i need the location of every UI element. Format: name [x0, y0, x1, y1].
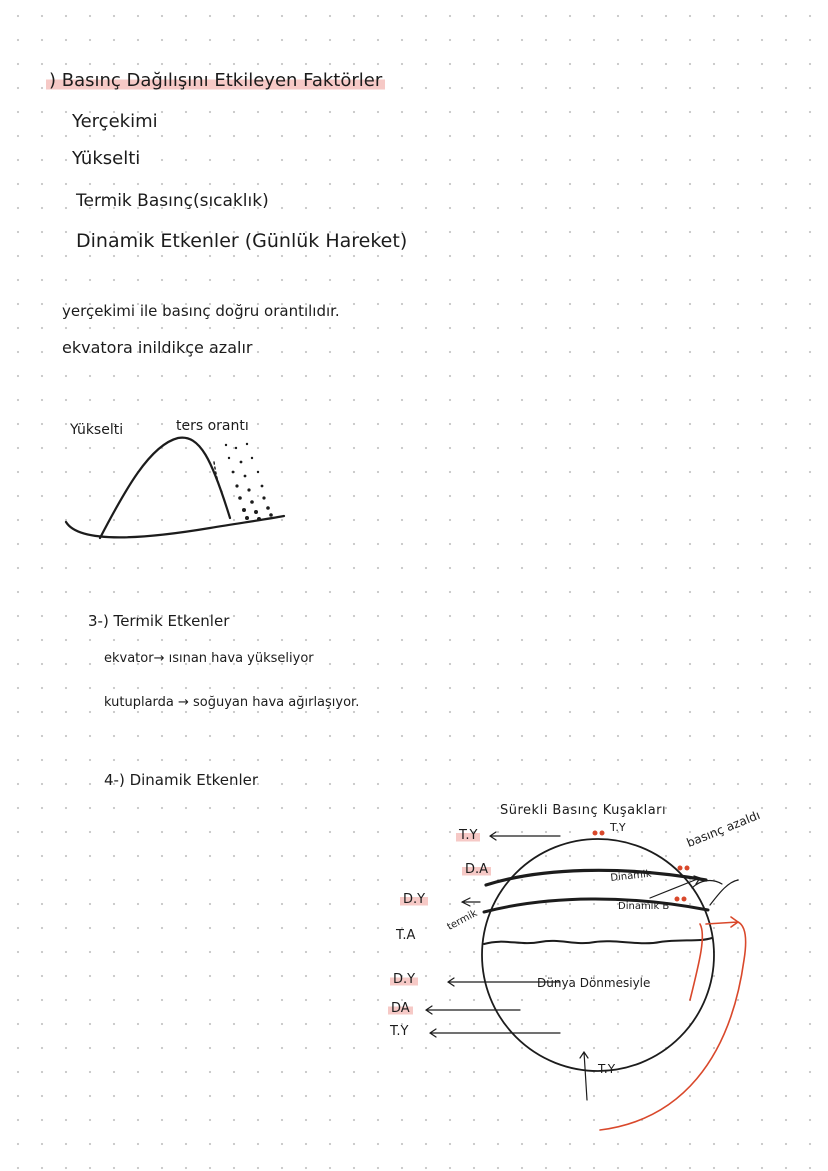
- label-da-top: [462, 863, 491, 876]
- label-da-bottom: [388, 1002, 413, 1015]
- pressure-belt-line: [486, 870, 706, 885]
- label-dy-top-text: D.Y: [400, 892, 428, 907]
- equator-line: [484, 938, 712, 944]
- section-title-text: ) Basınç Dağılışını Etkileyen Faktörler: [46, 70, 385, 91]
- inner-label-dinamik-b: Dinamik B: [618, 901, 670, 912]
- arrow-left: [490, 832, 560, 840]
- inner-label-dunya: Dünya Dönmesiyle: [537, 976, 651, 990]
- globe-top-label: T.Y: [610, 821, 626, 834]
- label-termik: termik: [445, 907, 480, 933]
- arrow-curve-up: [692, 881, 722, 888]
- factor-item: Termik Basınç(sıcaklık): [76, 191, 269, 211]
- factor-item: Dinamik Etkenler (Günlük Hareket): [76, 230, 408, 252]
- gravity-note: yerçekimi ile basınç doğru orantılıdır.: [62, 302, 340, 320]
- globe-circle: [482, 839, 714, 1071]
- label-ty-top-text: T.Y: [456, 828, 480, 843]
- label-dy-top: [400, 893, 428, 906]
- arrow-left: [426, 1006, 520, 1014]
- label-ty-top: [456, 829, 480, 842]
- label-da-top-text: D.A: [462, 862, 491, 877]
- termik-note: kutuplarda → soğuyan hava ağırlaşıyor.: [104, 695, 360, 710]
- globe-bottom-label: T.Y: [598, 1062, 616, 1076]
- termik-title: 3-) Termik Etkenler: [88, 612, 230, 630]
- red-arrow-curve: [690, 924, 702, 1000]
- label-tac: T.A: [396, 928, 416, 943]
- pressure-note: basınç azaldı: [684, 807, 763, 851]
- termik-note: ekvator→ ısınan hava yükseliyor: [104, 651, 314, 666]
- dinamik-title: 4-) Dinamik Etkenler: [104, 771, 259, 789]
- pressure-belt-line: [484, 899, 708, 912]
- factor-item: Yükselti: [72, 148, 141, 169]
- arrow-left: [430, 1029, 560, 1037]
- label-dy-bottom-text: D.Y: [390, 972, 418, 987]
- globe-title: Sürekli Basınç Kuşakları: [500, 803, 667, 818]
- factor-item: Yerçekimi: [72, 111, 158, 132]
- arrow-up: [580, 1052, 588, 1100]
- inner-label-dinamik: Dinamik: [609, 868, 653, 884]
- altitude-label: Yükselti: [70, 422, 124, 438]
- gravity-note: ekvatora inildikçe azalır: [62, 338, 253, 357]
- red-arrow-curve: [600, 922, 746, 1130]
- arrow-curve-up: [710, 880, 738, 905]
- red-dots: [593, 831, 690, 902]
- label-dy-bottom: [390, 973, 418, 986]
- relation-label: ters orantı: [176, 418, 249, 434]
- label-da-bottom-text: DA: [388, 1001, 413, 1016]
- label-ty-bottom: T.Y: [390, 1024, 409, 1039]
- arrow-left: [462, 898, 480, 906]
